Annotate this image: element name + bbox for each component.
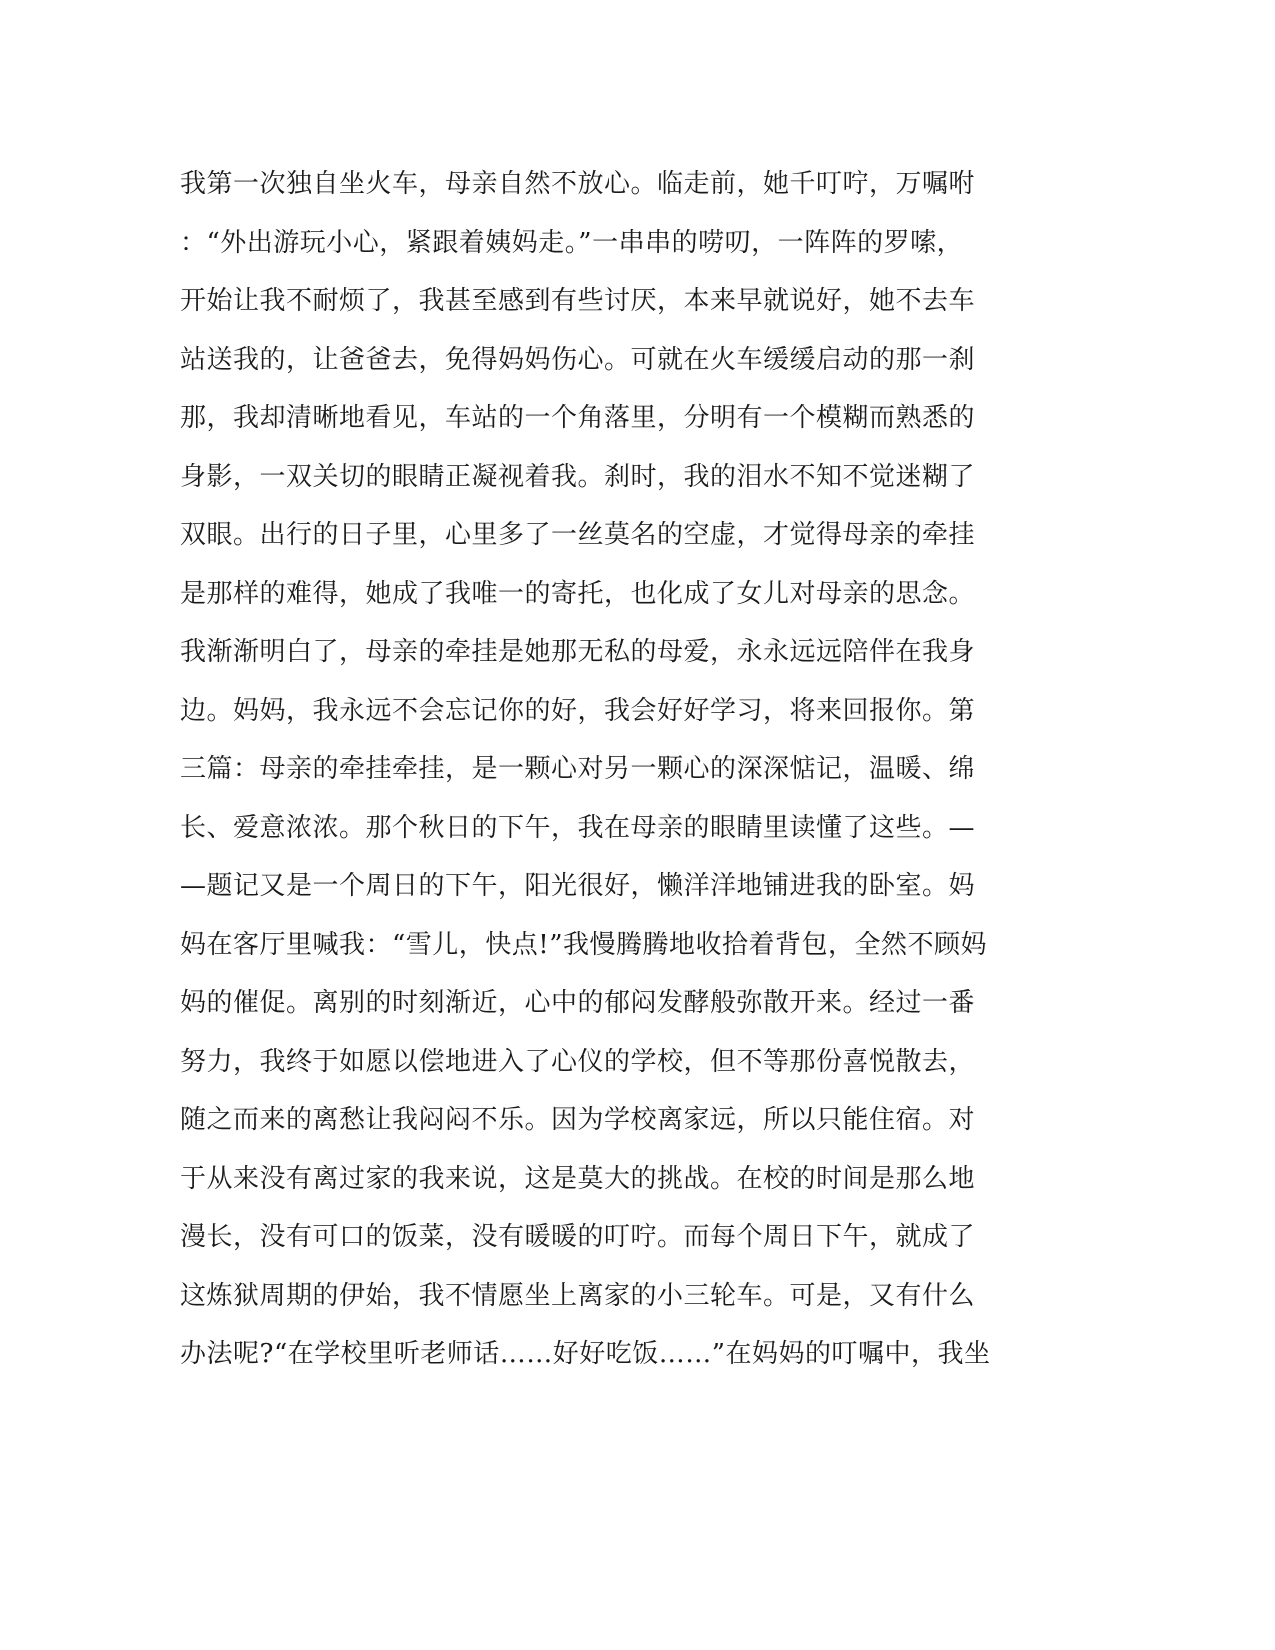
text-line: 妈在客厅里喊我：“雪儿，快点!”我慢腾腾地收拾着背包，全然不顾妈: [180, 929, 988, 960]
text-line: 开始让我不耐烦了，我甚至感到有些讨厌，本来早就说好，她不去车: [180, 286, 976, 316]
text-line: 妈的催促。离别的时刻渐近，心中的郁闷发酵般弥散开来。经过一番: [180, 988, 976, 1018]
text-line: 那，我却清晰地看见，车站的一个角落里，分明有一个模糊而熟悉的: [180, 403, 976, 433]
text-line: 边。妈妈，我永远不会忘记你的好，我会好好学习，将来回报你。第: [180, 695, 976, 726]
text-line: 办法呢?“在学校里听老师话……好好吃饭……”在妈妈的叮嘱中，我坐: [180, 1339, 991, 1369]
text-line: 随之而来的离愁让我闷闷不乐。因为学校离家远，所以只能住宿。对: [180, 1105, 976, 1135]
body-text: [180, 155, 1060, 1384]
text-line: 站送我的，让爸爸去，免得妈妈伤心。可就在火车缓缓启动的那一刹: [180, 344, 976, 375]
text-line: 努力，我终于如愿以偿地进入了心仪的学校，但不等那份喜悦散去，: [180, 1046, 976, 1077]
text-line: 我第一次独自坐火车，母亲自然不放心。临走前，她千叮咛，万嘱咐: [180, 169, 976, 199]
text-line: 长、爱意浓浓。那个秋日的下午，我在母亲的眼睛里读懂了这些。—: [180, 812, 976, 843]
text-line: 是那样的难得，她成了我唯一的寄托，也化成了女儿对母亲的思念。: [180, 578, 976, 609]
text-line: 身影，一双关切的眼睛正凝视着我。刹时，我的泪水不知不觉迷糊了: [180, 461, 976, 492]
text-line: 我渐渐明白了，母亲的牵挂是她那无私的母爱，永永远远陪伴在我身: [180, 637, 976, 667]
text-line: 三篇：母亲的牵挂牵挂，是一颗心对另一颗心的深深惦记，温暖、绵: [180, 754, 976, 784]
text-line: 这炼狱周期的伊始，我不情愿坐上离家的小三轮车。可是，又有什么: [180, 1280, 976, 1311]
text-line: 于从来没有离过家的我来说，这是莫大的挑战。在校的时间是那么地: [180, 1163, 976, 1194]
text-line: 漫长，没有可口的饭菜，没有暖暖的叮咛。而每个周日下午，就成了: [180, 1222, 976, 1252]
text-line: ：“外出游玩小心，紧跟着姨妈走。”一串串的唠叨，一阵阵的罗嗦，: [180, 227, 964, 258]
text-line: 双眼。出行的日子里，心里多了一丝莫名的空虚，才觉得母亲的牵挂: [180, 520, 976, 550]
text-line: —题记又是一个周日的下午，阳光很好，懒洋洋地铺进我的卧室。妈: [180, 871, 976, 901]
